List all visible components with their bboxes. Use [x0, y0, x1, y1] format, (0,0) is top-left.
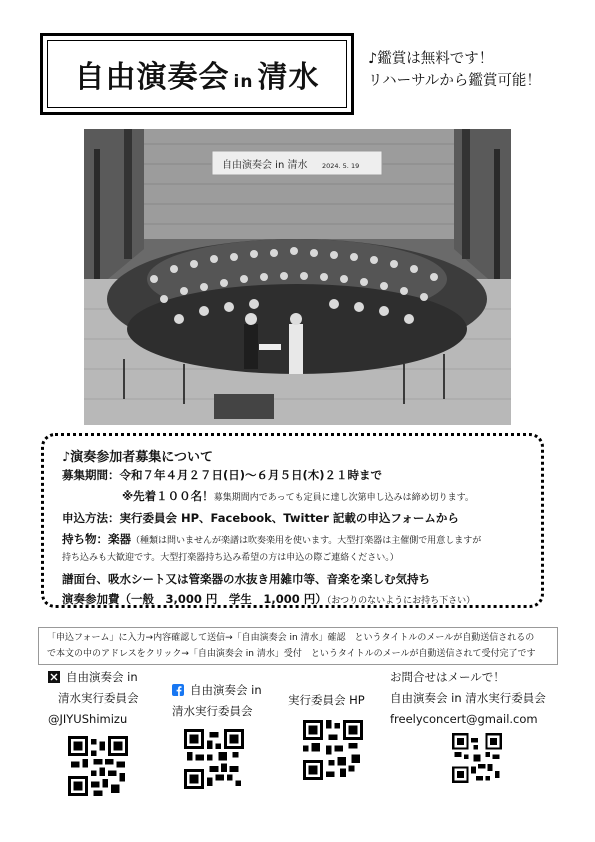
info-heading: ♪演奏参加者募集について [62, 450, 214, 465]
apply-row [62, 510, 459, 526]
title-in: in [233, 72, 254, 92]
recruitment-info-box [41, 433, 544, 608]
apply-label: 申込方法： [62, 511, 120, 525]
fee-note: （おつりのないようにお持ち下さい） [326, 596, 476, 606]
items-row: 譜面台、吸水シート又は管楽器の水抜き用雑巾等、音楽を楽しむ気持ち [62, 572, 430, 586]
bring-note-2: 持ち込みも大歓迎です。大型打楽器持ち込み希望の方は申込の際ご連絡ください。） [62, 553, 399, 563]
mail-qr-code[interactable] [452, 733, 502, 783]
capacity-strong: ※先着１００名！ [122, 489, 214, 503]
x-contact-name-2: 清水実行委員会 [58, 691, 139, 705]
note-line-1: ♪鑑賞は無料です！ [368, 51, 494, 67]
bring-row [62, 531, 481, 547]
period-label: 募集期間： [62, 468, 120, 482]
notice-line-2: で本文の中のアドレスをクリック→「自由演奏会 in 清水」受付 というタイトルのメールが自動送信されて受付完了です [47, 649, 536, 659]
facebook-logo-icon [172, 682, 184, 694]
x-contact-name-row [48, 667, 139, 688]
fb-contact-name-row [172, 680, 262, 701]
hp-label: 実行委員会 HP [288, 693, 365, 707]
title-inner-frame [47, 40, 347, 108]
fee-row [62, 591, 475, 607]
capacity-note: 募集期間内であっても定員に達し次第申し込みは締め切ります。 [213, 493, 474, 503]
x-contact-name: 自由演奏会 in [66, 670, 138, 684]
x-logo-icon [48, 669, 60, 681]
mail-contact [390, 667, 546, 730]
facebook-qr-code[interactable] [184, 729, 244, 789]
concert-photo-svg [84, 129, 511, 425]
bring-label: 持ち物：楽器 [62, 532, 131, 546]
photo-banner-date: 2024. 5. 19 [322, 162, 360, 170]
x-qr-code[interactable] [68, 736, 128, 796]
fb-contact-name-2: 清水実行委員会 [172, 704, 253, 718]
capacity-row [122, 488, 474, 504]
note-line-2: リハーサルから鑑賞可能！ [368, 73, 541, 89]
page-title [75, 52, 320, 96]
application-flow-notice [38, 627, 558, 665]
period-value: 令和７年４月２７日(日)〜６月５日(木)２１時まで [119, 468, 383, 482]
period-row [62, 467, 382, 483]
title-box [40, 33, 354, 115]
photo-banner-title: 自由演奏会 in 清水 [222, 160, 308, 171]
free-viewing-note [368, 48, 588, 92]
concert-photo [84, 129, 511, 425]
title-place: 清水 [257, 60, 320, 95]
fee-value: 演奏参加費（一般 3,000 円 学生 1,000 円） [62, 592, 327, 606]
apply-value: 実行委員会 HP、Facebook、Twitter 記載の申込フォームから [119, 511, 459, 525]
hp-qr-code[interactable] [303, 720, 363, 780]
facebook-contact [172, 680, 262, 722]
mail-line-1: お問合せはメールで！ [390, 670, 505, 684]
fb-contact-name: 自由演奏会 in [190, 683, 262, 697]
bring-note-1: （種類は問いませんが楽譜は吹奏楽用を使います。大型打楽器は主催側で用意しますが [131, 536, 482, 546]
mail-address[interactable]: freelyconcert@gmail.com [390, 712, 538, 726]
hp-contact [288, 690, 365, 711]
x-handle[interactable]: @JIYUShimizu [48, 712, 128, 726]
mail-line-2: 自由演奏会 in 清水実行委員会 [390, 691, 546, 705]
x-contact [48, 667, 139, 730]
title-main: 自由演奏会 [74, 60, 230, 95]
notice-line-1: 「申込フォーム」に入力→内容確認して送信→「自由演奏会 in 清水」確認 というタイトルのメールが自動送信されるの [47, 633, 535, 643]
